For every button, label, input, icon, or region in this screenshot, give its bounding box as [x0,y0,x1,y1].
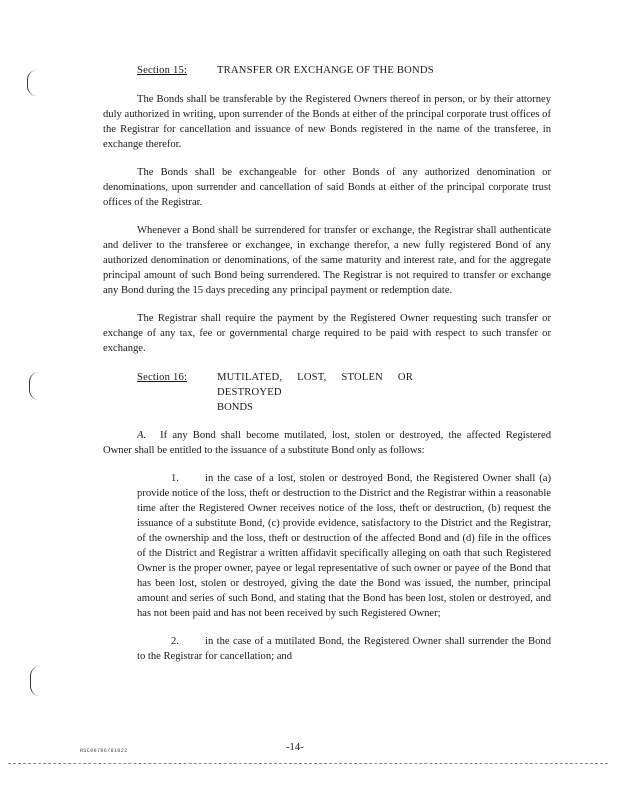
section-label: Section 16: [137,372,188,383]
section-16-heading [137,370,551,400]
margin-mark [29,372,40,400]
margin-mark [27,70,38,96]
section-title: MUTILATED, LOST, STOLEN OR DESTROYED [217,372,413,398]
document-code: RSC09796/81022 [80,748,128,754]
paragraph: The Registrar shall require the payment by the Registered Owner requesting such transfer or exchange of any tax, fee or governmental charge required to be paid with respect to such transfer or exchange. [103,313,551,354]
paragraph: The Bonds shall be transferable by the Registered Owners thereof in person, or by their attorney duly authorized in writing, upon surrender of the Bonds at either of the principal corporate trust offices of the Registrar for cancellation and issuance of new Bonds registered in the name of the transferee, in exchange therefor. [103,94,551,150]
section-title-continued: BONDS [217,402,253,413]
section-title: TRANSFER OR EXCHANGE OF THE BONDS [217,65,434,76]
paragraph: Whenever a Bond shall be surrendered for transfer or exchange, the Registrar shall authenticate and deliver to the transferee or exchangee, in exchange therefor, a new fully registered Bond of any authorized denomination or denominations, of the same maturity and interest rate, and for the aggregate principal amount of such Bond being surrendered. The Registrar is not required to transfer or exchange any Bond during the 15 days preceding any principal payment or redemption date. [103,225,551,296]
item-text: in the case of a lost, stolen or destroyed Bond, the Registered Owner shall (a) provide notice of the loss, theft or destruction to the District and the Registrar within a reasonable time after the Registered Owner receives notice of the loss, theft or destruction, (b) request the issuance of a substitute Bond, (c) provide evidence, satisfactory to the District and the Registrar, of the ownership and the loss, theft or destruction of the affected Bond and (d) file in the offices of the District and Registrar a written affidavit specifically alleging on oath that such Registered Owner is the proper owner, payee or legal representative of such owner or payee of the Bond that has been lost, stolen or destroyed, giving the date the Bond was issued, the number, principal amount and series of such Bond, and stating that the Bond has been lost, stolen or destroyed, and has not been paid and has not been received by such Registered Owner; [137,473,551,619]
subsection-a [103,428,551,458]
subsection-text: If any Bond shall become mutilated, lost, stolen or destroyed, the affected Registered Owner shall be entitled to the issuance of a substitute Bond only as follows: [103,430,551,456]
document-body [103,63,551,664]
list-item [137,471,551,621]
paragraph: The Bonds shall be exchangeable for other Bonds of any authorized denomination or denominations, upon surrender and cancellation of said Bonds at either of the principal corporate trust offices of the Registrar. [103,167,551,208]
item-number: 1. [171,473,179,484]
margin-mark [30,666,41,696]
scan-edge-line [8,763,608,765]
section-label: Section 15: [137,65,188,76]
page-footer [0,738,621,758]
item-number: 2. [171,636,179,647]
section-15-heading [137,63,551,78]
item-text: in the case of a mutilated Bond, the Registered Owner shall surrender the Bond to the Registrar for cancellation; and [137,636,551,662]
page-number: -14- [286,742,304,753]
list-item [137,634,551,664]
subsection-letter: A. [137,430,147,441]
